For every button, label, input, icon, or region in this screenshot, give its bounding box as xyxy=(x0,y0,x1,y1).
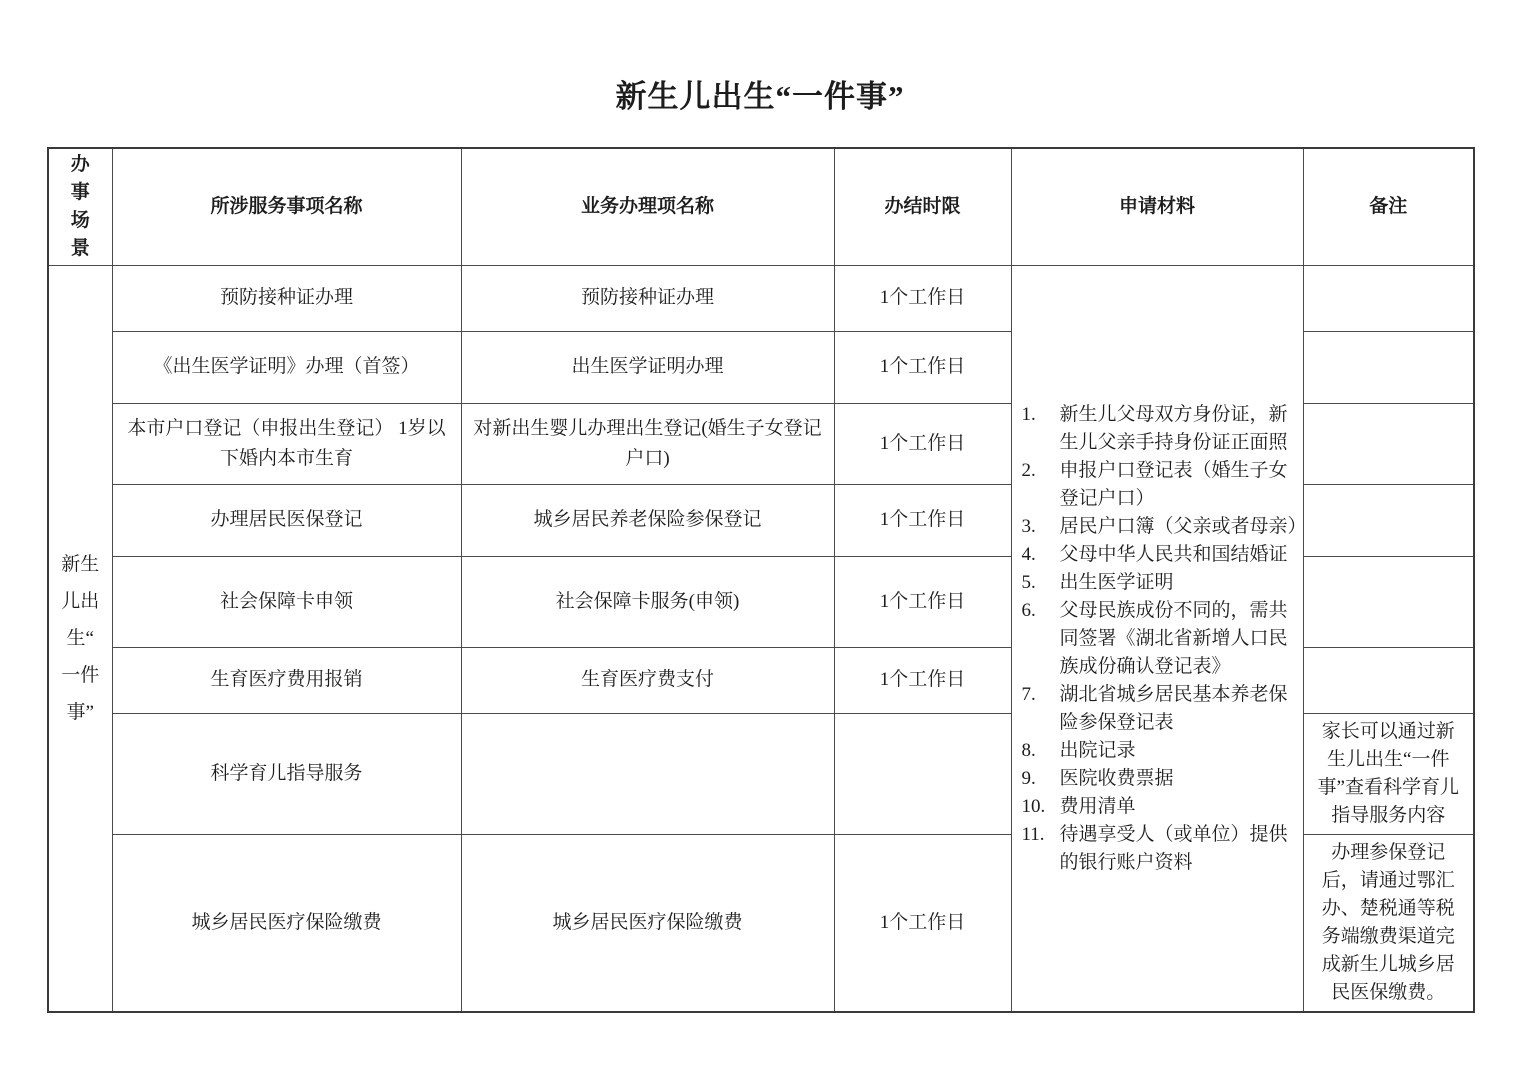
column-header-remark: 备注 xyxy=(1303,148,1474,266)
materials-item-text: 出生医学证明 xyxy=(1059,571,1174,593)
service-cell: 生育医疗费用报销 xyxy=(112,648,461,714)
materials-item-text: 申报户口登记表（婚生子女登记户口） xyxy=(1059,459,1288,509)
service-cell: 《出生医学证明》办理（首签） xyxy=(112,332,461,404)
time-cell: 1个工作日 xyxy=(834,404,1011,485)
materials-item-number: 3. xyxy=(1021,515,1036,537)
header-row xyxy=(48,148,1474,266)
remark-cell xyxy=(1303,648,1474,714)
item-cell: 对新出生婴儿办理出生登记(婚生子女登记户口) xyxy=(461,404,834,485)
item-cell: 城乡居民养老保险参保登记 xyxy=(461,485,834,557)
materials-item-text: 居民户口簿（父亲或者母亲） xyxy=(1059,515,1307,537)
item-cell: 生育医疗费支付 xyxy=(461,648,834,714)
column-header-item: 业务办理项名称 xyxy=(461,148,834,266)
materials-item-text: 费用清单 xyxy=(1059,795,1136,817)
materials-item xyxy=(1022,597,1299,681)
time-cell: 1个工作日 xyxy=(834,648,1011,714)
column-header-time: 办结时限 xyxy=(834,148,1011,266)
time-cell: 1个工作日 xyxy=(834,266,1011,332)
materials-cell xyxy=(1011,266,1307,1013)
scene-value: 新生儿出生“一件事” xyxy=(61,554,100,723)
column-header-materials: 申请材料 xyxy=(1011,148,1303,266)
item-cell: 出生医学证明办理 xyxy=(461,332,834,404)
time-cell: 1个工作日 xyxy=(834,485,1011,557)
materials-item xyxy=(1022,793,1299,821)
remark-cell: 家长可以通过新生儿出生“一件事”查看科学育儿指导服务内容 xyxy=(1303,714,1474,835)
materials-item-text: 父母中华人民共和国结婚证 xyxy=(1059,543,1288,565)
remark-cell xyxy=(1303,485,1474,557)
scene-cell xyxy=(48,266,112,1013)
materials-item xyxy=(1022,457,1299,513)
item-cell: 社会保障卡服务(申领) xyxy=(461,557,834,648)
materials-item xyxy=(1022,401,1299,457)
service-cell: 科学育儿指导服务 xyxy=(112,714,461,835)
materials-item-number: 9. xyxy=(1021,767,1036,789)
materials-item-text: 新生儿父母双方身份证，新生儿父亲手持身份证正面照 xyxy=(1059,403,1288,453)
materials-item-number: 8. xyxy=(1021,739,1036,761)
service-table xyxy=(47,147,1475,1013)
remark-cell xyxy=(1303,557,1474,648)
column-header-scene: 办事场景 xyxy=(48,148,112,266)
materials-item-number: 6. xyxy=(1021,599,1036,621)
materials-item xyxy=(1022,541,1299,569)
table-row xyxy=(48,266,1474,332)
remark-cell xyxy=(1303,266,1474,332)
time-cell: 1个工作日 xyxy=(834,557,1011,648)
materials-item-number: 1. xyxy=(1021,403,1036,425)
materials-item-number: 11. xyxy=(1021,823,1045,845)
service-cell: 城乡居民医疗保险缴费 xyxy=(112,835,461,1013)
materials-item-text: 出院记录 xyxy=(1059,739,1136,761)
time-cell: 1个工作日 xyxy=(834,332,1011,404)
time-cell: 1个工作日 xyxy=(834,835,1011,1013)
materials-item-text: 待遇享受人（或单位）提供的银行账户资料 xyxy=(1059,823,1288,873)
time-cell xyxy=(834,714,1011,835)
materials-item xyxy=(1022,821,1299,877)
service-cell: 本市户口登记（申报出生登记） 1岁以下婚内本市生育 xyxy=(112,404,461,485)
materials-item-number: 7. xyxy=(1021,683,1036,705)
materials-item xyxy=(1022,765,1299,793)
materials-item xyxy=(1022,569,1299,597)
item-cell xyxy=(461,714,834,835)
remark-cell xyxy=(1303,404,1474,485)
materials-item-number: 4. xyxy=(1021,543,1036,565)
materials-item-number: 5. xyxy=(1021,571,1036,593)
materials-item xyxy=(1022,737,1299,765)
column-header-service: 所涉服务事项名称 xyxy=(112,148,461,266)
materials-item xyxy=(1022,681,1299,737)
service-cell: 预防接种证办理 xyxy=(112,266,461,332)
materials-item-text: 医院收费票据 xyxy=(1059,767,1174,789)
item-cell: 预防接种证办理 xyxy=(461,266,834,332)
service-cell: 社会保障卡申领 xyxy=(112,557,461,648)
materials-item xyxy=(1021,513,1307,541)
item-cell: 城乡居民医疗保险缴费 xyxy=(461,835,834,1013)
materials-item-number: 10. xyxy=(1021,795,1046,817)
materials-item-text: 湖北省城乡居民基本养老保险参保登记表 xyxy=(1059,683,1288,733)
materials-item-text: 父母民族成份不同的，需共同签署《湖北省新增人口民族成份确认登记表》 xyxy=(1059,599,1288,677)
materials-item-number: 2. xyxy=(1021,459,1036,481)
service-cell: 办理居民医保登记 xyxy=(112,485,461,557)
remark-cell: 办理参保登记后，请通过鄂汇办、楚税通等税务端缴费渠道完成新生儿城乡居民医保缴费。 xyxy=(1303,835,1474,1013)
page-title: 新生儿出生“一件事” xyxy=(615,79,905,114)
remark-cell xyxy=(1303,332,1474,404)
